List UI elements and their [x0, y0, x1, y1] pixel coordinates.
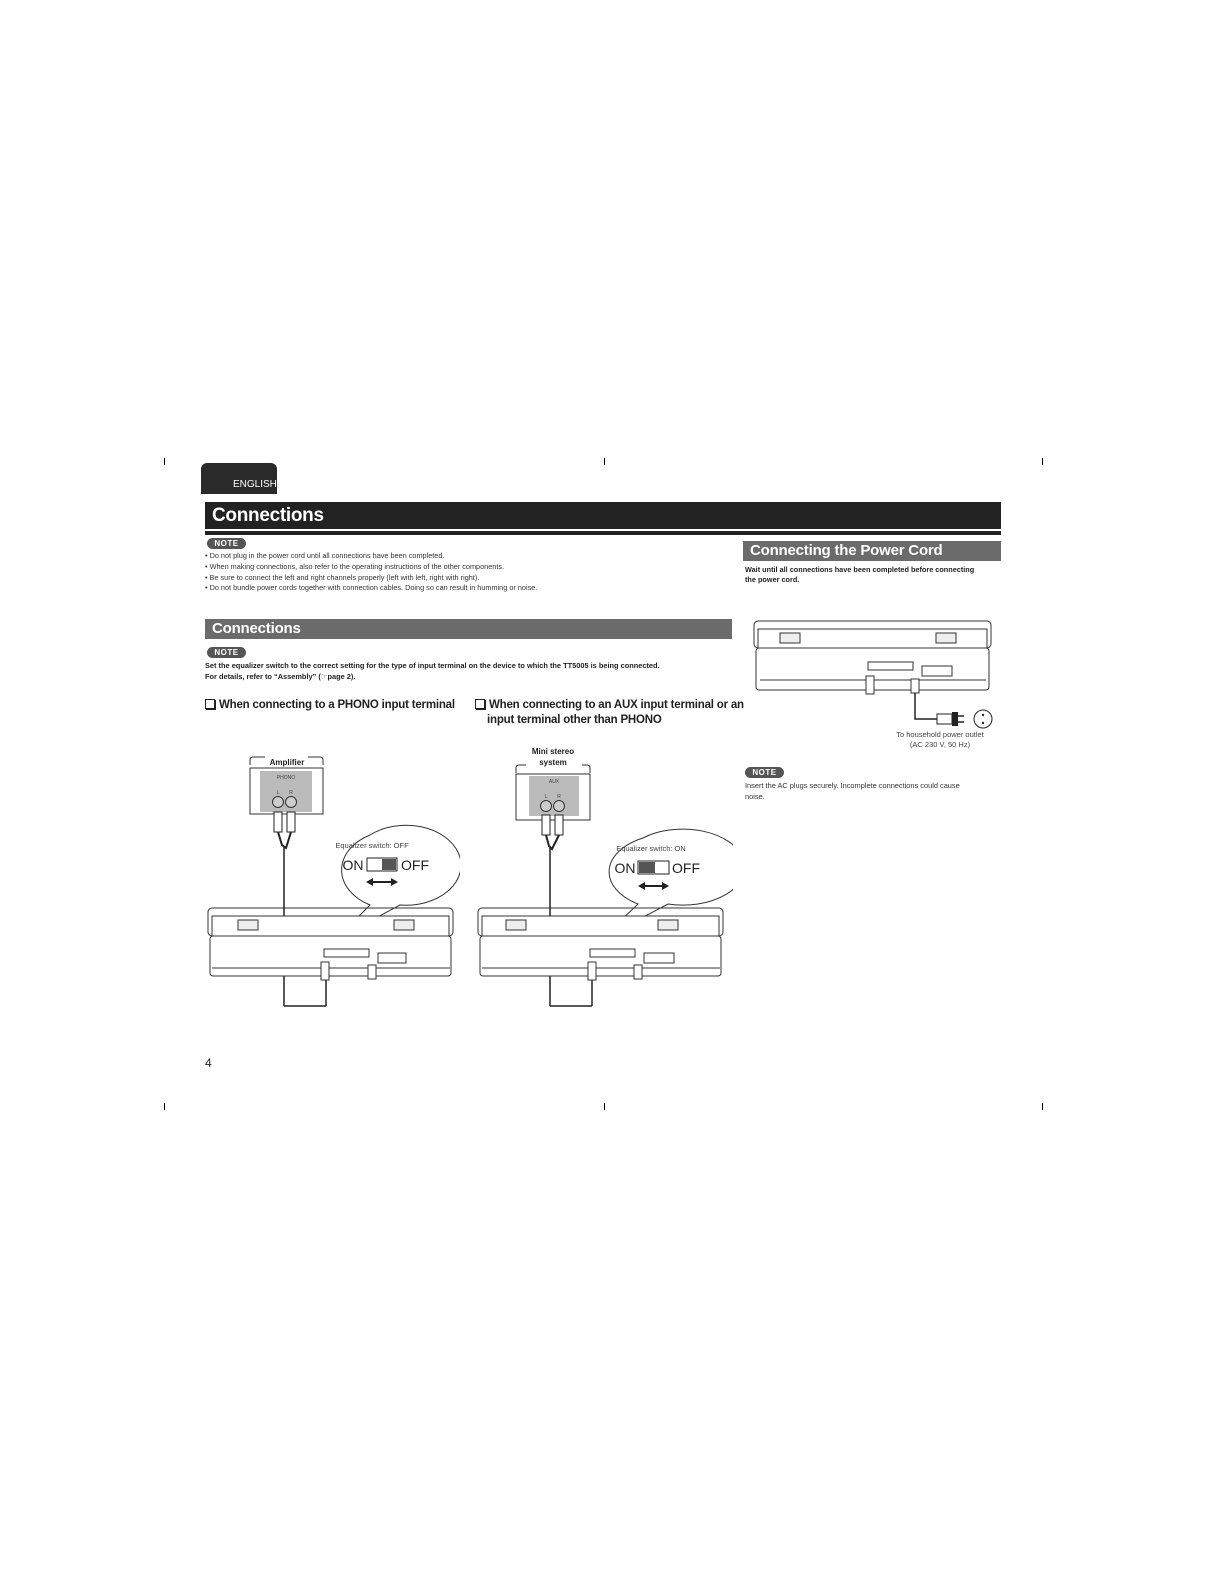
power-cord-section-title: Connecting the Power Cord — [743, 541, 1001, 561]
rca-plug-icon — [555, 815, 563, 835]
note-item: • Do not bundle power cords together with connection cables. Doing so can result in humming or noise. — [205, 583, 538, 593]
ac-plug-icon — [937, 714, 952, 724]
rca-plug-icon — [287, 812, 295, 832]
right-jack-icon — [286, 797, 297, 808]
rca-plug-icon — [274, 812, 282, 832]
page-number: 4 — [205, 1056, 212, 1070]
crop-mark — [604, 1103, 605, 1110]
note-item: • Be sure to connect the left and right channels properly (left with left, right with right). — [205, 572, 480, 582]
crop-mark — [1042, 458, 1043, 465]
note-badge: NOTE — [745, 767, 784, 778]
checkbox-bullet-icon — [475, 699, 485, 709]
rca-plug-icon — [542, 815, 550, 835]
crop-mark — [164, 458, 165, 465]
checkbox-bullet-icon — [205, 699, 215, 709]
notes-list — [205, 551, 537, 594]
outlet-label-line: To household power outlet — [896, 730, 984, 739]
svg-text:Equalizer switch: OFF: Equalizer switch: OFF — [335, 841, 409, 850]
turntable-rear-view — [208, 908, 453, 980]
note-badge: NOTE — [207, 647, 246, 658]
svg-text:AUX: AUX — [548, 779, 560, 785]
svg-text:L: L — [276, 790, 280, 796]
note-item: • When making connections, also refer to the operating instructions of the other components. — [205, 561, 505, 571]
turntable-rear-view — [754, 621, 991, 694]
svg-text:R: R — [289, 790, 293, 796]
svg-text:ON: ON — [614, 860, 636, 876]
crop-mark — [604, 458, 605, 465]
power-cord-diagram — [748, 615, 998, 733]
page-title: Connections — [205, 502, 1001, 529]
power-cord-intro-line: Wait until all connections have been completed before connecting — [745, 565, 975, 574]
power-cord-intro-line: the power cord. — [745, 575, 800, 584]
power-outlet-icon — [974, 710, 992, 728]
left-jack-icon — [273, 797, 284, 808]
power-cord-note-line: noise. — [745, 792, 765, 801]
svg-text:R: R — [557, 794, 561, 800]
connections-note-line: For details, refer to “Assembly” (☞page 2). — [205, 672, 356, 681]
phono-connection-diagram — [200, 740, 460, 1015]
svg-text:Mini stereo: Mini stereo — [531, 747, 575, 756]
crop-mark — [1042, 1103, 1043, 1110]
note-badge: NOTE — [207, 538, 246, 549]
outlet-label-line: (AC 230 V, 50 Hz) — [909, 740, 971, 749]
svg-text:OFF: OFF — [672, 860, 700, 876]
svg-text:ON: ON — [342, 857, 364, 873]
power-cord-note-line: Insert the AC plugs securely. Incomplete connections could cause — [745, 781, 960, 790]
aux-heading-line2: input terminal other than PHONO — [487, 714, 662, 726]
right-jack-icon — [554, 801, 565, 812]
aux-heading: When connecting to an AUX input terminal or an — [475, 698, 744, 713]
amplifier-label: Amplifier — [269, 758, 305, 767]
language-tab: ENGLISH — [201, 463, 277, 494]
svg-text:PHONO: PHONO — [276, 775, 296, 781]
svg-text:system: system — [539, 758, 567, 767]
connections-note-line: Set the equalizer switch to the correct setting for the type of input terminal on the device to which the TT5005 is being connected. — [205, 661, 660, 670]
phono-heading: When connecting to a PHONO input terminal — [205, 698, 455, 713]
svg-text:L: L — [544, 794, 548, 800]
connections-section-title: Connections — [205, 619, 732, 639]
note-item: • Do not plug in the power cord until all connections have been completed. — [205, 551, 445, 560]
title-rule — [205, 531, 1001, 535]
left-jack-icon — [541, 801, 552, 812]
turntable-rear-view — [478, 908, 723, 980]
crop-mark — [164, 1103, 165, 1110]
svg-text:OFF: OFF — [401, 857, 429, 873]
aux-connection-diagram — [468, 740, 733, 1015]
svg-text:Equalizer switch: ON: Equalizer switch: ON — [616, 844, 686, 853]
